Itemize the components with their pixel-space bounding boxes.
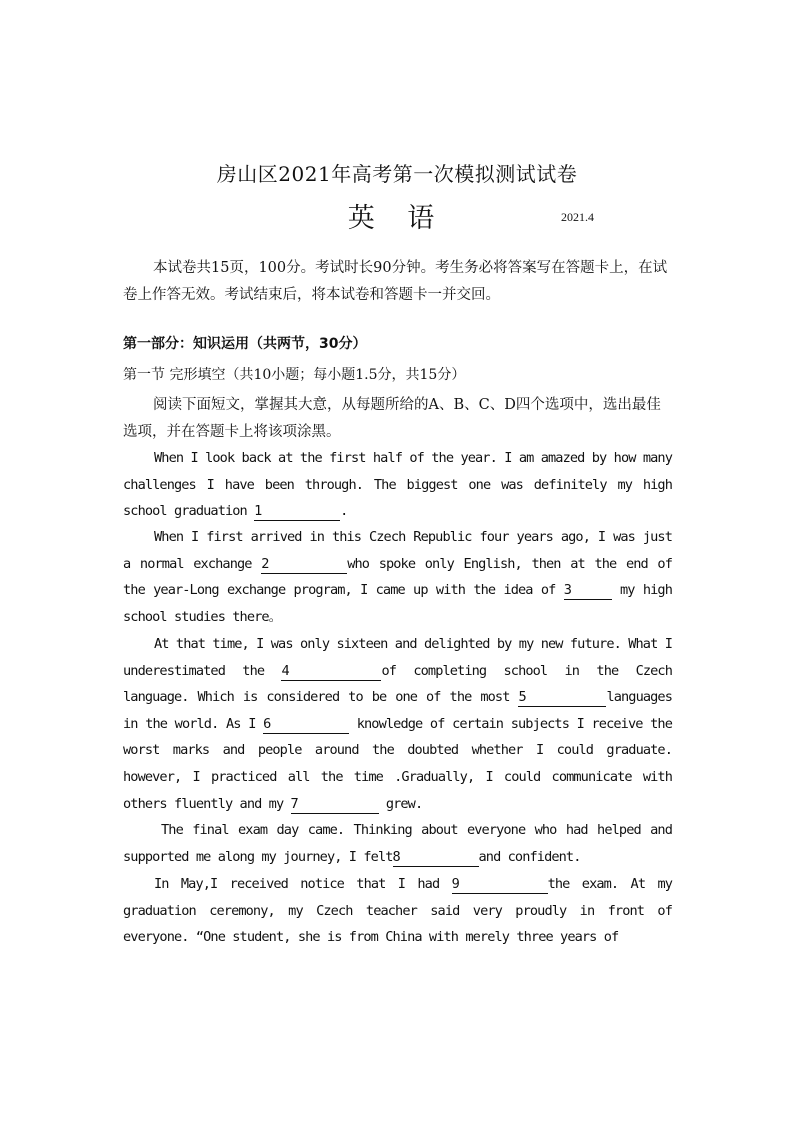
passage-text: the exam. At my graduation ceremony, my Czech teacher said very proudly in front of everyone. “One student, she is from China with merely three years of	[123, 876, 673, 946]
passage-text: In May,I received notice that I had	[154, 876, 452, 892]
section-one-heading: 第一节 完形填空（共10小题；每小题1.5分，共15分）	[123, 367, 466, 383]
passage-text: of completing school in the Czech language. Which is considered to be one of the most	[123, 662, 672, 706]
passage-text: At that time, I was only sixteen and delighted by my new future. What I underestimated the	[123, 636, 672, 679]
passage-text: When I first arrived in this Czech Republic four years ago, I was just a normal exchange	[123, 529, 672, 572]
blank-4: 4	[281, 663, 381, 681]
blank-3: 3	[564, 582, 612, 600]
passage-text: knowledge of certain subjects I receive the worst marks and people around the doubted whether I could graduate. however, I practiced all the time .Gradually, I could communicate with others fluently and my	[123, 715, 672, 812]
exam-instructions: 本试卷共15页，100分。考试时长90分钟。考生务必将答案写在答题卡上，在试卷上作答无效。考试结束后，将本试卷和答题卡一并交回。	[123, 260, 668, 303]
blank-6: 6	[263, 716, 349, 734]
exam-title: 房山区2021年高考第一次模拟测试试卷	[216, 162, 578, 186]
blank-8: 8	[393, 849, 479, 867]
passage-text: .	[340, 503, 348, 520]
passage-text: languages in the world. As I	[123, 689, 672, 732]
passage-text: The final exam day came. Thinking about everyone who had helped and supported me along my journey, I felt	[123, 822, 672, 865]
passage-text: grew.	[378, 795, 423, 812]
passage-paragraph-4	[123, 817, 672, 870]
passage-text: and confident.	[478, 848, 581, 865]
passage-text: who spoke only English, then at the end of the year-Long exchange program, I came up with the idea of	[123, 555, 673, 599]
exam-date: 2021.4	[561, 210, 594, 224]
passage-text: When I look back at the first half of the year. I am amazed by how many challenges I have been through. The biggest one was definitely my high school graduation	[123, 450, 672, 520]
subject-heading: 英 语	[347, 203, 447, 234]
passage-paragraph-3	[123, 631, 672, 817]
blank-1: 1	[254, 503, 340, 521]
passage-paragraph-1	[123, 445, 672, 525]
blank-5: 5	[518, 689, 606, 707]
cloze-instructions: 阅读下面短文，掌握其大意，从每题所给的A、B、C、D四个选项中，选出最佳选项，并在答题卡上将该项涂黑。	[123, 397, 661, 440]
passage-paragraph-2	[123, 524, 672, 630]
part-one-heading: 第一部分：知识运用（共两节，30分）	[123, 336, 367, 352]
passage-paragraph-5	[123, 871, 672, 951]
blank-2: 2	[261, 556, 347, 574]
blank-7: 7	[291, 796, 379, 814]
passage-text: my high school studies there。	[123, 582, 673, 625]
blank-9: 9	[452, 876, 548, 894]
